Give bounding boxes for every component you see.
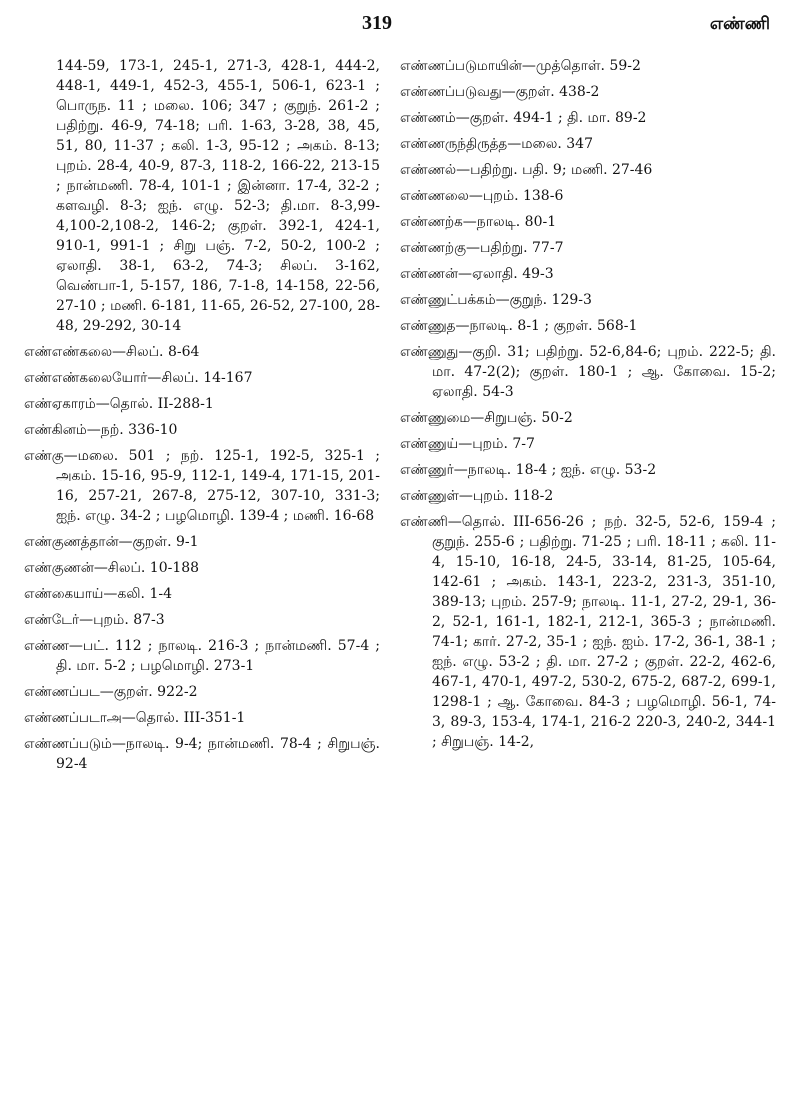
entry-headword: எண்ஏகாரம் [24,396,96,412]
entry-references: —குறள். 9-1 [118,534,199,550]
index-entry [400,134,776,154]
entry-references: —பதிற்று. 77-7 [466,240,564,256]
entry-headword: எண்ணுட்பக்கம் [400,292,496,308]
entry-headword: எண்எண்கலை [24,344,113,360]
entry-headword: எண்ணருந்திருத்த [400,136,508,152]
index-entry [400,434,776,454]
entry-references: —குறள். 494-1 ; தி. மா. 89-2 [455,110,647,126]
entry-references: —சிறுபஞ். 50-2 [470,410,573,426]
index-entry [400,264,776,284]
index-entry [400,342,776,402]
index-entry [400,160,776,180]
entry-references: —கலி. 1-4 [103,586,172,602]
index-entry [24,636,380,676]
entry-headword: எண்ணுர் [400,462,454,478]
index-entry [24,584,380,604]
entry-references: —புறம். 138-6 [468,188,564,204]
entry-references: —நாலடி. 18-4 ; ஐந். எழு. 53-2 [453,462,657,478]
entry-headword: எண்கு [24,448,64,464]
entry-headword: எண்ணுள் [400,488,459,504]
entry-references: —நற். 336-10 [86,422,178,438]
entry-references: —நாலடி. 9-4; நான்மணி. 78-4 ; சிறுபஞ். 92-4 [56,736,380,772]
index-entry [400,460,776,480]
entry-headword: எண்ணப்படாஅ [24,710,122,726]
entry-headword: எண்எண்கலையோர் [24,370,148,386]
entry-references: —குறுந். 129-3 [495,292,592,308]
index-entry [24,56,380,336]
page-header [0,8,800,42]
entry-headword: எண்கினம் [24,422,87,438]
entry-headword: எண்குணன் [24,560,94,576]
index-entry [24,532,380,552]
entry-references: —தொல். II-288-1 [95,396,214,412]
index-entry [400,186,776,206]
entry-references: —குறள். 438-2 [501,84,600,100]
entry-headword: எண்ணுது [400,344,459,360]
entry-headword: எண்ண [24,638,69,654]
right-column [400,56,776,758]
entry-references: —மலை. 347 [507,136,593,152]
index-entry [24,420,380,440]
running-head: எண்ணி [709,14,770,34]
entry-headword: எண்கையாய் [24,586,104,602]
entry-headword: எண்குணத்தான் [24,534,119,550]
entry-references: —பதிற்று. பதி. 9; மணி. 27-46 [456,162,653,178]
index-entry [400,82,776,102]
index-entry [400,212,776,232]
index-entry [24,610,380,630]
entry-references: —பட். 112 ; நாலடி. 216-3 ; நான்மணி. 57-4 ; தி. மா. 5-2 ; பழமொழி. 273-1 [56,638,380,674]
entry-references: —சிலப். 14-167 [147,370,253,386]
entry-headword: எண்ணல் [400,162,457,178]
entry-headword: எண்ணப்பட [24,684,100,700]
entry-references: —தொல். III-656-26 ; நற். 32-5, 52-6, 159-4 ; குறுந். 255-6 ; பதிற்று. 71-25 ; பரி. 18-11 ; கலி. 11-4, 15-10, 16-18, 24-5, 33-14, 81-25, 105-64, 142-61 ; அகம். 143-1, 223-2, 231-3, 351-10, 389-13; புறம். 257-9; நாலடி. 11-1, 27-2, 29-1, 36-2, 52-1, 161-1, 182-1, 212-1, 365-3 ; நான்மணி. 74-1; கார். 27-2, 35-1 ; ஐந். ஐம். 17-2, 36-1, 38-1 ; ஐந். எழு. 53-2 ; தி. மா. 27-2 ; குறள். 22-2, 462-6, 467-1, 470-1, 497-2, 530-2, 675-2, 687-2, 699-1, 1298-1 ; ஆ. கோவை. 84-3 ; பழமொழி. 56-1, 74-3, 89-3, 153-4, 174-1, 216-2 220-3, 240-2, 344-1 ; சிறுபஞ். 14-2, [432,514,776,750]
entry-headword: எண்ணப்படும் [24,736,112,752]
entry-headword: எண்ணப்படுமாயின் [400,58,522,74]
index-entry [400,56,776,76]
entry-references: —நாலடி. 8-1 ; குறள். 568-1 [455,318,638,334]
index-entry [400,238,776,258]
index-entry [400,512,776,752]
entry-headword: எண்ணற்க [400,214,463,230]
entry-references: —சிலப். 10-188 [93,560,200,576]
index-entry [400,108,776,128]
index-entry [400,290,776,310]
entry-references: —முத்தொள். 59-2 [521,58,641,74]
entry-references: —சிலப். 8-64 [112,344,200,360]
entry-headword: எண்ணி [400,514,448,530]
entry-references: 144-59, 173-1, 245-1, 271-3, 428-1, 444-2, 448-1, 449-1, 452-3, 455-1, 506-1, 623-1 ; பொருந. 11 ; மலை. 106; 347 ; குறுந். 261-2 ; பதிற்று. 46-9, 74-18; பரி. 1-63, 3-28, 38, 45, 51, 80, 11-37 ; கலி. 1-3, 95-12 ; அகம். 8-13; புறம். 28-4, 40-9, 87-3, 118-2, 166-22, 213-15 ; நான்மணி. 78-4, 101-1 ; இன்னா. 17-4, 32-2 ; களவழி. 8-3; ஐந். எழு. 52-3; தி.மா. 8-3,99-4,100-2,108-2, 146-2; குறள். 392-1, 424-1, 910-1, 991-1 ; சிறு பஞ். 7-2, 50-2, 100-2 ; ஏலாதி. 38-1, 63-2, 74-3; சிலப். 3-162, வெண்பா-1, 5-157, 186, 7-1-8, 14-158, 22-56, 27-10 ; மணி. 6-181, 11-65, 26-52, 27-100, 28-48, 29-292, 30-14 [56,58,380,334]
entry-headword: எண்ணுய் [400,436,459,452]
index-entry [400,486,776,506]
left-column [24,56,380,780]
page-number: 319 [362,12,392,34]
entry-headword: எண்டேர் [24,612,80,628]
index-entry [24,394,380,414]
entry-references: —புறம். 7-7 [458,436,535,452]
index-entry [24,446,380,526]
index-entry [400,408,776,428]
entry-headword: எண்ணன் [400,266,458,282]
entry-headword: எண்ணுமை [400,410,471,426]
entry-references: —புறம். 118-2 [458,488,554,504]
entry-references: —குறள். 922-2 [99,684,198,700]
index-entry [24,342,380,362]
entry-references: —தொல். III-351-1 [121,710,246,726]
index-entry [24,558,380,578]
index-entry [24,682,380,702]
index-entry [24,734,380,774]
entry-headword: எண்ணற்கு [400,240,466,256]
entry-references: —நாலடி. 80-1 [462,214,557,230]
entry-headword: எண்ணுத [400,318,456,334]
entry-headword: எண்ணப்படுவது [400,84,502,100]
entry-headword: எண்ணம் [400,110,456,126]
entry-references: —மலை. 501 ; நற். 125-1, 192-5, 325-1 ; அகம். 15-16, 95-9, 112-1, 149-4, 171-15, 201-16, 257-21, 267-8, 275-12, 307-10, 331-3; ஐந். எழு. 34-2 ; பழமொழி. 139-4 ; மணி. 16-68 [56,448,380,524]
index-entry [24,368,380,388]
entry-references: —புறம். 87-3 [79,612,165,628]
index-entry [24,708,380,728]
entry-headword: எண்ணலை [400,188,469,204]
entry-references: —குறி. 31; பதிற்று. 52-6,84-6; புறம். 222-5; தி. மா. 47-2(2); குறள். 180-1 ; ஆ. கோவை. 15-2; ஏலாதி. 54-3 [432,344,776,400]
entry-references: —ஏலாதி. 49-3 [457,266,554,282]
index-entry [400,316,776,336]
